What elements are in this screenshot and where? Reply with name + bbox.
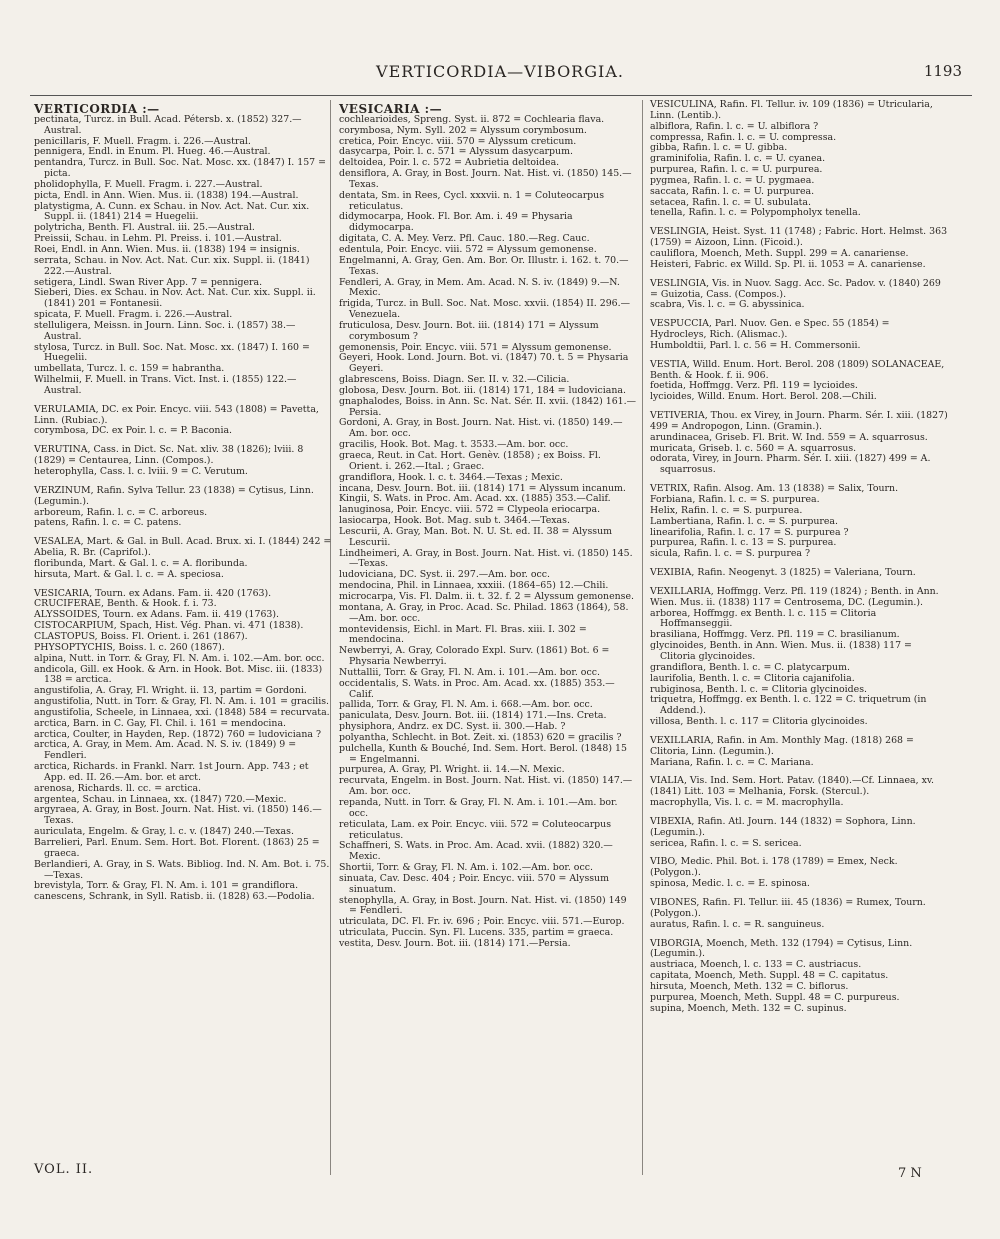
- sub-entry: digitata, C. A. Mey. Verz. Pfl. Cauc. 180.—Reg. Cauc.: [339, 233, 590, 245]
- sub-entry: macrophylla, Vis. l. c. = M. macrophylla.: [650, 797, 844, 809]
- sub-entry: globosa, Desv. Journ. Bot. iii. (1814) 171, 184 = ludoviciana.: [339, 384, 626, 396]
- sub-entry: serrata, Schau. in Nov. Act. Nat. Cur. xix. Suppl. ii. (1841) 222.—Austral.: [34, 254, 310, 277]
- sub-entry: hirsuta, Mart. & Gal. l. c. = A. speciosa.: [34, 568, 224, 580]
- main-entry: VEXILLARIA, Hoffmgg. Verz. Pfl. 119 (1824) ; Benth. in Ann. Wien. Mus. ii. (1838) 117 = Centrosema, DC. (Legumin.).: [650, 585, 939, 608]
- sub-entry: stylosa, Turcz. in Bull. Soc. Nat. Mosc. xx. (1847) I. 160 = Huegelii.: [34, 341, 310, 364]
- sub-entry: heterophylla, Cass. l. c. lviii. 9 = C. Verutum.: [34, 466, 248, 477]
- main-entry: VESLINGIA, Vis. in Nuov. Sagg. Acc. Sc. Padov. v. (1840) 269 = Guizotia, Cass. (Compos.).: [650, 277, 941, 300]
- sub-entry: grandiflora, Hook. l. c. t. 3464.—Texas ; Mexic.: [339, 471, 563, 483]
- sub-entry: grandiflora, Benth. l. c. = C. platycarpum.: [650, 661, 850, 673]
- sub-entry: Heisteri, Fabric. ex Willd. Sp. Pl. ii. 1053 = A. canariense.: [650, 258, 926, 270]
- sub-entry: albiflora, Rafin. l. c. = U. albiflora ?: [650, 120, 819, 132]
- sub-entry: glabrescens, Boiss. Diagn. Ser. II. v. 32.—Cilicia.: [339, 374, 570, 386]
- main-entry: VETRIX, Rafin. Alsog. Am. 13 (1838) = Salix, Tourn.: [650, 483, 899, 495]
- sub-entry: incana, Desv. Journ. Bot. iii. (1814) 171 = Alyssum incanum.: [339, 482, 626, 494]
- sub-entry: umbellata, Turcz. l. c. 159 = habrantha.: [34, 363, 225, 375]
- sub-entry: platystigma, A. Cunn. ex Schau. in Nov. Act. Nat. Cur. xix. Suppl. ii. (1841) 214 = Huegelii.: [34, 200, 310, 223]
- sub-entry: Schaffneri, S. Wats. in Proc. Am. Acad. xvii. (1882) 320.—Mexic.: [339, 840, 613, 863]
- sub-entry: saccata, Rafin. l. c. = U. purpurea.: [650, 185, 815, 197]
- sub-entry: ludoviciana, DC. Syst. ii. 297.—Am. bor. occ.: [339, 569, 550, 581]
- sub-entry: utriculata, DC. Fl. Fr. iv. 696 ; Poir. Encyc. viii. 571.—Europ.: [339, 916, 625, 928]
- sub-entry: repanda, Nutt. in Torr. & Gray, Fl. N. Am. i. 101.—Am. bor. occ.: [339, 797, 618, 819]
- header-rule: [30, 95, 972, 96]
- main-entry: VESALEA, Mart. & Gal. in Bull. Acad. Brux. xi. I. (1844) 242 = Abelia, R. Br. (Caprifol.).: [34, 536, 332, 559]
- sub-entry: Shortii, Torr. & Gray, Fl. N. Am. i. 102.—Am. bor. occ.: [339, 862, 593, 874]
- running-head: VERTICORDIA—VIBORGIA.: [376, 62, 624, 81]
- main-entry: VESTIA, Willd. Enum. Hort. Berol. 208 (1809) SOLANACEAE, Benth. & Hook. f. ii. 906.: [650, 358, 945, 381]
- sub-entry: sericea, Rafin. l. c. = S. sericea.: [650, 837, 802, 849]
- sub-entry: arctica, Coulter, in Hayden, Rep. (1872) 760 = ludoviciana ?: [34, 728, 321, 740]
- sub-entry: Wilhelmii, F. Muell. in Trans. Vict. Inst. i. (1855) 122.—Austral.: [34, 374, 297, 396]
- sub-entry: lycioides, Willd. Enum. Hort. Berol. 208.—Chili.: [650, 391, 877, 403]
- sub-entry: supina, Moench, Meth. 132 = C. supinus.: [650, 1002, 847, 1014]
- sub-entry: arboreum, Rafin. l. c. = C. arboreus.: [34, 506, 208, 518]
- text-column-left: [34, 100, 332, 903]
- sub-entry: laurifolia, Benth. l. c. = Clitoria cajanifolia.: [650, 672, 855, 684]
- main-entry: VIALIA, Vis. Ind. Sem. Hort. Patav. (1840).—Cf. Linnaea, xv. (1841) Litt. 103 = Melhania, Forsk. (Stercul.).: [650, 775, 935, 798]
- sub-entry: CISTOCARPIUM, Spach, Hist. Vég. Phan. vi. 471 (1838).: [34, 620, 304, 632]
- sub-entry: arborea, Hoffmgg. ex Benth. l. c. 115 = Clitoria Hoffmanseggii.: [650, 607, 877, 630]
- main-entry: VERUTINA, Cass. in Dict. Sc. Nat. xliv. 38 (1826); lviii. 8 (1829) = Centaurea, Linn. (Compos.).: [34, 444, 304, 467]
- sub-entry: Sieberi, Dies. ex Schau. in Nov. Act. Nat. Cur. xix. Suppl. ii. (1841) 201 = Fontanesii.: [34, 287, 316, 310]
- sub-entry: villosa, Benth. l. c. 117 = Clitoria glycinoides.: [650, 716, 868, 728]
- sub-entry: pallida, Torr. & Gray, Fl. N. Am. i. 668.—Am. bor. occ.: [339, 699, 593, 711]
- sub-entry: scabra, Vis. l. c. = G. abyssinica.: [650, 299, 805, 311]
- sub-entry: angustifolia, Scheele, in Linnaea, xxi. (1848) 584 = recurvata.: [34, 706, 330, 718]
- main-entry: VEXIBIA, Rafin. Neogenyt. 3 (1825) = Valeriana, Tourn.: [650, 567, 916, 579]
- sub-entry: glycinoides, Benth. in Ann. Wien. Mus. ii. (1838) 117 = Clitoria glycinoides.: [650, 640, 912, 662]
- signature-mark: 7 N: [898, 1166, 922, 1181]
- sub-entry: Gordoni, A. Gray, in Bost. Journ. Nat. Hist. vi. (1850) 149.—Am. bor. occ.: [339, 417, 623, 440]
- sub-entry: Humboldtii, Parl. l. c. 56 = H. Commersonii.: [650, 339, 861, 351]
- sub-entry: fruticulosa, Desv. Journ. Bot. iii. (1814) 171 = Alyssum corymbosum ?: [339, 319, 599, 342]
- sub-entry: Mariana, Rafin. l. c. = C. Mariana.: [650, 756, 814, 768]
- sub-entry: Lindheimeri, A. Gray, in Bost. Journ. Nat. Hist. vi. (1850) 145.—Texas.: [339, 547, 633, 570]
- sub-entry: montevidensis, Eichl. in Mart. Fl. Bras. xiii. I. 302 = mendocina.: [339, 623, 587, 646]
- sub-entry: Forbiana, Rafin. l. c. = S. purpurea.: [650, 494, 820, 505]
- sub-entry: argentea, Schau. in Linnaea, xx. (1847) 720.—Mexic.: [34, 793, 287, 805]
- sub-entry: Lambertiana, Rafin. l. c. = S. purpurea.: [650, 515, 839, 527]
- main-entry: VIBONES, Rafin. Fl. Tellur. iii. 45 (1836) = Rumex, Tourn. (Polygon.).: [650, 897, 926, 919]
- sub-entry: montana, A. Gray, in Proc. Acad. Sc. Philad. 1863 (1864), 58.—Am. bor. occ.: [339, 601, 629, 624]
- sub-entry: Geyeri, Hook. Lond. Journ. Bot. vi. (1847) 70. t. 5 = Physaria Geyeri.: [339, 352, 629, 375]
- sub-entry: gibba, Rafin. l. c. = U. gibba.: [650, 142, 788, 154]
- sub-entry: deltoidea, Poir. l. c. 572 = Aubrietia deltoidea.: [339, 157, 560, 169]
- sub-entry: purpurea, Rafin. l. c. = U. purpurea.: [650, 164, 823, 176]
- main-entry: VIBEXIA, Rafin. Atl. Journ. 144 (1832) = Sophora, Linn. (Legumin.).: [650, 815, 916, 838]
- sub-entry: arctica, Richards. in Frankl. Narr. 1st Journ. App. 743 ; et App. ed. II. 26.—Am. bor. et arct.: [34, 761, 309, 783]
- main-entry: VERZINUM, Rafin. Sylva Tellur. 23 (1838) = Cytisus, Linn. (Legumin.).: [34, 484, 314, 507]
- sub-entry: pennigera, Endl. in Enum. Pl. Hueg. 46.—Austral.: [34, 146, 271, 158]
- sub-entry: arundinacea, Griseb. Fl. Brit. W. Ind. 559 = A. squarrosus.: [650, 431, 928, 443]
- sub-entry: mendocina, Phil. in Linnaea, xxxiii. (1864–65) 12.—Chili.: [339, 580, 609, 592]
- sub-entry: microcarpa, Vis. Fl. Dalm. ii. t. 32. f. 2 = Alyssum gemonense.: [339, 590, 635, 602]
- sub-entry: graminifolia, Rafin. l. c. = U. cyanea.: [650, 153, 826, 165]
- sub-entry: spinosa, Medic. l. c. = E. spinosa.: [650, 878, 810, 890]
- sub-entry: dentata, Sm. in Rees, Cycl. xxxvii. n. 1 = Coluteocarpus reticulatus.: [339, 189, 605, 212]
- sub-entry: linearifolia, Rafin. l. c. 17 = S. purpurea ?: [650, 526, 849, 538]
- sub-entry: patens, Rafin. l. c. = C. patens.: [34, 517, 182, 529]
- sub-entry: corymbosa, DC. ex Poir. l. c. = P. Baconia.: [34, 425, 233, 437]
- sub-entry: corymbosa, Nym. Syll. 202 = Alyssum corymbosum.: [339, 124, 587, 136]
- main-entry: VEXILLARIA, Rafin. in Am. Monthly Mag. (1818) 268 = Clitoria, Linn. (Legumin.).: [650, 734, 914, 757]
- sub-entry: CLASTOPUS, Boiss. Fl. Orient. i. 261 (1867).: [34, 630, 248, 642]
- sub-entry: polyantha, Schlecht. in Bot. Zeit. xi. (1853) 620 = gracilis ?: [339, 731, 622, 743]
- sub-entry: Nuttallii, Torr. & Gray, Fl. N. Am. i. 101.—Am. bor. occ.: [339, 666, 600, 678]
- text-column-middle: [339, 100, 637, 950]
- sub-entry: gemonensis, Poir. Encyc. viii. 571 = Alyssum gemonense.: [339, 341, 612, 353]
- sub-entry: purpurea, Moench, Meth. Suppl. 48 = C. purpureus.: [650, 991, 900, 1003]
- genus-heading: VESICARIA :—: [339, 102, 443, 116]
- sub-entry: tenella, Rafin. l. c. = Polypompholyx tenella.: [650, 207, 861, 219]
- sub-entry: spicata, F. Muell. Fragm. i. 226.—Austral.: [34, 309, 233, 321]
- sub-entry: angustifolia, A. Gray, Fl. Wright. ii. 13, partim = Gordoni.: [34, 685, 307, 697]
- volume-label: VOL. II.: [34, 1162, 94, 1177]
- sub-entry: purpurea, Rafin. l. c. 13 = S. purpurea.: [650, 537, 837, 549]
- sub-entry: austriaca, Moench, l. c. 133 = C. austriacus.: [650, 959, 862, 971]
- sub-entry: picta, Endl. in Ann. Wien. Mus. ii. (1838) 194.—Austral.: [34, 189, 299, 201]
- main-entry: VETIVERIA, Thou. ex Virey, in Journ. Pharm. Sér. I. xiii. (1827) 499 = Andropogon, Linn. (Gramin.).: [650, 410, 948, 432]
- sub-entry: cauliflora, Moench, Meth. Suppl. 299 = A. canariense.: [650, 247, 909, 259]
- sub-entry: gracilis, Hook. Bot. Mag. t. 3533.—Am. bor. occ.: [339, 439, 569, 451]
- sub-entry: lasiocarpa, Hook. Bot. Mag. sub t. 3464.—Texas.: [339, 515, 570, 527]
- page-number: 1193: [923, 62, 962, 80]
- sub-entry: ALYSSOIDES, Tourn. ex Adans. Fam. ii. 419 (1763).: [34, 609, 280, 621]
- sub-entry: sinuata, Cav. Desc. 404 ; Poir. Encyc. viii. 570 = Alyssum sinuatum.: [339, 872, 609, 895]
- sub-entry: occidentalis, S. Wats. in Proc. Am. Acad. xx. (1885) 353.—Calif.: [339, 677, 615, 700]
- sub-entry: triquetra, Hoffmgg. ex Benth. l. c. 122 = C. triquetrum (in Addend.).: [650, 694, 927, 717]
- main-entry: VIBORGIA, Moench, Meth. 132 (1794) = Cytisus, Linn. (Legumin.).: [650, 937, 913, 960]
- sub-entry: hirsuta, Moench, Meth. 132 = C. biflorus.: [650, 980, 849, 992]
- sub-entry: arctica, Barn. in C. Gay, Fl. Chil. i. 161 = mendocina.: [34, 717, 287, 729]
- sub-entry: foetida, Hoffmgg. Verz. Pfl. 119 = lycioides.: [650, 380, 858, 392]
- sub-entry: densiflora, A. Gray, in Bost. Journ. Nat. Hist. vi. (1850) 145.—Texas.: [339, 168, 632, 190]
- sub-entry: Preissii, Schau. in Lehm. Pl. Preiss. i. 101.—Austral.: [34, 233, 282, 245]
- sub-entry: Lescurii, A. Gray, Man. Bot. N. U. St. ed. II. 38 = Alyssum Lescurii.: [339, 525, 613, 548]
- sub-entry: Engelmanni, A. Gray, Gen. Am. Bor. Or. Illustr. i. 162. t. 70.—Texas.: [339, 254, 629, 277]
- sub-entry: pygmea, Rafin. l. c. = U. pygmaea.: [650, 174, 815, 186]
- main-entry: VESPUCCIA, Parl. Nuov. Gen. e Spec. 55 (1854) = Hydrocleys, Rich. (Alismac.).: [650, 318, 890, 341]
- genus-heading: VERTICORDIA :—: [34, 102, 160, 116]
- sub-entry: paniculata, Desv. Journ. Bot. iii. (1814) 171.—Ins. Creta.: [339, 710, 607, 722]
- sub-entry: utriculata, Puccin. Syn. Fl. Lucens. 335, partim = graeca.: [339, 927, 614, 939]
- sub-entry: reticulata, Lam. ex Poir. Encyc. viii. 572 = Coluteocarpus reticulatus.: [339, 818, 612, 841]
- sub-entry: recurvata, Engelm. in Bost. Journ. Nat. Hist. vi. (1850) 147.—Am. bor. occ.: [339, 775, 633, 798]
- sub-entry: Barrelieri, Parl. Enum. Sem. Hort. Bot. Florent. (1863) 25 = graeca.: [34, 837, 320, 859]
- sub-entry: Fendleri, A. Gray, in Mem. Am. Acad. N. S. iv. (1849) 9.—N. Mexic.: [339, 276, 620, 299]
- sub-entry: polytricha, Benth. Fl. Austral. iii. 25.—Austral.: [34, 222, 255, 234]
- sub-entry: sicula, Rafin. l. c. = S. purpurea ?: [650, 548, 810, 560]
- sub-entry: pentandra, Turcz. in Bull. Soc. Nat. Mosc. xx. (1847) I. 157 = picta.: [34, 157, 326, 180]
- sub-entry: Newberryi, A. Gray, Colorado Expl. Surv. (1861) Bot. 6 = Physaria Newberryi.: [339, 645, 610, 668]
- sub-entry: purpurea, A. Gray, Pl. Wright. ii. 14.—N. Mexic.: [339, 764, 565, 776]
- sub-entry: PHYSOPTYCHIS, Boiss. l. c. 260 (1867).: [34, 641, 225, 653]
- sub-entry: Kingii, S. Wats. in Proc. Am. Acad. xx. (1885) 353.—Calif.: [339, 493, 611, 505]
- sub-entry: Helix, Rafin. l. c. = S. purpurea.: [650, 504, 803, 516]
- sub-entry: cochlearioides, Spreng. Syst. ii. 872 = Cochlearia flava.: [339, 113, 605, 125]
- sub-entry: auriculata, Engelm. & Gray, l. c. v. (1847) 240.—Texas.: [34, 826, 294, 838]
- main-entry: VERULAMIA, DC. ex Poir. Encyc. viii. 543 (1808) = Pavetta, Linn. (Rubiac.).: [34, 403, 319, 426]
- sub-entry: odorata, Virey, in Journ. Pharm. Sér. I. xiii. (1827) 499 = A. squarrosus.: [650, 453, 931, 476]
- sub-entry: canescens, Schrank, in Syll. Ratisb. ii. (1828) 63.—Podolia.: [34, 891, 315, 903]
- sub-entry: lanuginosa, Poir. Encyc. viii. 572 = Clypeola eriocarpa.: [339, 504, 601, 516]
- sub-entry: brasiliana, Hoffmgg. Verz. Pfl. 119 = C. brasilianum.: [650, 629, 900, 641]
- sub-entry: stelluligera, Meissn. in Journ. Linn. Soc. i. (1857) 38.—Austral.: [34, 319, 296, 342]
- sub-entry: capitata, Moench, Meth. Suppl. 48 = C. capitatus.: [650, 970, 889, 982]
- sub-entry: dasycarpa, Poir. l. c. 571 = Alyssum dasycarpum.: [339, 146, 573, 158]
- sub-entry: penicillaris, F. Muell. Fragm. i. 226.—Austral.: [34, 135, 251, 147]
- sub-entry: didymocarpa, Hook. Fl. Bor. Am. i. 49 = Physaria didymocarpa.: [339, 211, 573, 234]
- sub-entry: auratus, Rafin. l. c. = R. sanguineus.: [650, 918, 825, 930]
- sub-entry: floribunda, Mart. & Gal. l. c. = A. floribunda.: [34, 557, 248, 569]
- sub-entry: Roei, Endl. in Ann. Wien. Mus. ii. (1838) 194 = insignis.: [34, 243, 300, 255]
- sub-entry: angustifolia, Nutt. in Torr. & Gray, Fl. N. Am. i. 101 = gracilis.: [34, 696, 330, 708]
- sub-entry: physiphora, Andrz. ex DC. Syst. ii. 300.—Hab. ?: [339, 721, 566, 733]
- sub-entry: compressa, Rafin. l. c. = U. compressa.: [650, 131, 837, 143]
- sub-entry: pectinata, Turcz. in Bull. Acad. Pétersb. x. (1852) 327.—Austral.: [34, 113, 302, 136]
- main-entry: VESICARIA, Tourn. ex Adans. Fam. ii. 420 (1763). CRUCIFERAE, Benth. & Hook. f. i. 73.: [34, 587, 272, 610]
- sub-entry: vestita, Desv. Journ. Bot. iii. (1814) 171.—Persia.: [339, 937, 571, 949]
- sub-entry: muricata, Griseb. l. c. 560 = A. squarrosus.: [650, 442, 857, 454]
- sub-entry: arenosa, Richards. ll. cc. = arctica.: [34, 782, 202, 794]
- sub-entry: stenophylla, A. Gray, in Bost. Journ. Nat. Hist. vi. (1850) 149 = Fendleri.: [339, 894, 627, 917]
- sub-entry: andicola, Gill. ex Hook. & Arn. in Hook. Bot. Misc. iii. (1833) 138 = arctica.: [34, 663, 323, 686]
- sub-entry: alpina, Nutt. in Torr. & Gray, Fl. N. Am. i. 102.—Am. bor. occ.: [34, 652, 325, 664]
- text-column-right: [650, 100, 948, 1014]
- sub-entry: pulchella, Kunth & Bouché, Ind. Sem. Hort. Berol. (1848) 15 = Engelmanni.: [339, 742, 627, 765]
- sub-entry: arctica, A. Gray, in Mem. Am. Acad. N. S. iv. (1849) 9 = Fendleri.: [34, 739, 297, 762]
- column-divider: [642, 100, 643, 1175]
- sub-entry: Berlandieri, A. Gray, in S. Wats. Bibliog. Ind. N. Am. Bot. i. 75.—Texas.: [34, 858, 330, 881]
- main-entry: VIBO, Medic. Phil. Bot. i. 178 (1789) = Emex, Neck. (Polygon.).: [650, 856, 898, 879]
- sub-entry: brevistyla, Torr. & Gray, Fl. N. Am. i. 101 = grandiflora.: [34, 880, 299, 892]
- sub-entry: setigera, Lindl. Swan River App. 7 = pennigera.: [34, 276, 263, 288]
- sub-entry: edentula, Poir. Encyc. viii. 572 = Alyssum gemonense.: [339, 243, 597, 255]
- sub-entry: pholidophylla, F. Muell. Fragm. i. 227.—Austral.: [34, 178, 263, 190]
- main-entry: VESICULINA, Rafin. Fl. Tellur. iv. 109 (1836) = Utricularia, Linn. (Lentib.).: [650, 99, 933, 121]
- sub-entry: argyraea, A. Gray, in Bost. Journ. Nat. Hist. vi. (1850) 146.—Texas.: [34, 804, 322, 827]
- sub-entry: graeca, Reut. in Cat. Hort. Genèv. (1858) ; ex Boiss. Fl. Orient. i. 262.—Ital. ; Graec.: [339, 450, 601, 472]
- sub-entry: setacea, Rafin. l. c. = U. subulata.: [650, 196, 811, 208]
- sub-entry: gnaphalodes, Boiss. in Ann. Sc. Nat. Sér. II. xvii. (1842) 161.—Persia.: [339, 395, 636, 418]
- sub-entry: rubiginosa, Benth. l. c. = Clitoria glycinoides.: [650, 683, 868, 695]
- sub-entry: frigida, Turcz. in Bull. Soc. Nat. Mosc. xxvii. (1854) II. 296.—Venezuela.: [339, 298, 630, 321]
- sub-entry: cretica, Poir. Encyc. viii. 570 = Alyssum creticum.: [339, 135, 577, 147]
- main-entry: VESLINGIA, Heist. Syst. 11 (1748) ; Fabric. Hort. Helmst. 363 (1759) = Aizoon, Linn. (Ficoid.).: [650, 226, 948, 249]
